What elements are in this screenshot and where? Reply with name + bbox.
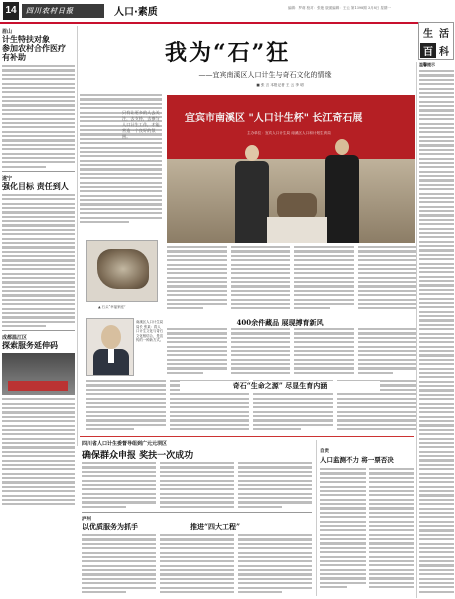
left-head-1-small: 眉山 bbox=[2, 29, 13, 35]
page-number: 14 bbox=[3, 2, 19, 20]
left-head-3-small: 成都温江区 bbox=[2, 335, 28, 342]
stone-caption: ▲ 石头“幸福家庭” bbox=[98, 305, 126, 309]
masthead-rule bbox=[0, 22, 418, 24]
stone-photo bbox=[86, 240, 158, 302]
lower-body-1 bbox=[82, 462, 312, 510]
byline: ■ 张 言 本报记者 王 云 李 明 bbox=[256, 83, 304, 87]
masthead bbox=[0, 0, 455, 24]
person-right bbox=[325, 139, 359, 243]
lower-head-1: 确保群众申报 奖扶一次成功 bbox=[82, 451, 194, 461]
date-line: 编辑：罗莉 校对：张艳 版面编辑：王云 第1398期 3月8日 星期一 bbox=[288, 6, 391, 10]
banner-text: 宜宾市南溪区 "人口计生杯" 长江奇石展 bbox=[185, 113, 363, 124]
lower-banner: 四川省人口计生委督导组到广元元坝区 bbox=[82, 441, 168, 447]
left-head-3: 探索服务延伸码 bbox=[2, 340, 58, 351]
left-column bbox=[2, 26, 75, 598]
article-body-top bbox=[167, 246, 417, 314]
portrait-photo bbox=[86, 318, 134, 376]
left-body-3 bbox=[2, 398, 75, 505]
main-photo bbox=[167, 95, 415, 243]
left-head-1c: 有补助 bbox=[2, 52, 26, 62]
left-head-1b: 参加农村合作医疗 bbox=[2, 43, 66, 53]
right-column bbox=[419, 62, 454, 598]
sub-head-2: 奇石“生命之源” 尽显生育内涵 bbox=[180, 381, 380, 391]
paper-name: 四川农村日报 bbox=[22, 4, 104, 18]
left-photo bbox=[2, 353, 75, 395]
banner-char-4: 科 bbox=[439, 46, 449, 58]
banner-char-2: 活 bbox=[439, 28, 449, 40]
section-title: 人口·素质 bbox=[114, 7, 158, 18]
lower-head-3: 推进“四大工程” bbox=[190, 522, 241, 531]
left-head-2: 强化目标 责任到人 bbox=[2, 180, 69, 191]
left-body-1 bbox=[2, 65, 75, 168]
life-tips-banner bbox=[418, 22, 454, 60]
lower-head-4-small: 自贡 bbox=[320, 449, 329, 454]
portrait-caption: 南溪区人口计生局局长 张某：将人口计生文化与奇石文化相结合，是宣传的一种新方式。 bbox=[136, 320, 164, 342]
banner-char-1: 生 bbox=[423, 28, 433, 40]
left-body-2 bbox=[2, 194, 75, 327]
left-head-2-small: 遂宁 bbox=[2, 175, 13, 182]
main-subtitle: ——宜宾南溪区人口计生与奇石文化的情缘 bbox=[198, 71, 332, 79]
main-title: 我为“石”狂 bbox=[165, 40, 291, 66]
banner-char-3: 百 bbox=[420, 43, 436, 58]
lower-head-4: 人口监测不力 将一票否决 bbox=[320, 456, 394, 464]
lower-body-4 bbox=[320, 468, 414, 596]
left-head-1a: 计生特扶对象 bbox=[2, 34, 50, 44]
banner-subtext: 主办单位：宜宾人口计生局 南溪区人口和计划生育局 bbox=[247, 131, 331, 135]
lower-head-2: 以优质服务为抓手 bbox=[82, 522, 138, 531]
lower-head-2-small: 泸州 bbox=[82, 517, 91, 522]
right-col-note: 温馨提示 bbox=[419, 62, 435, 67]
sub-head-1: 400余件藏品 展现搏育新风 bbox=[236, 318, 324, 327]
person-left bbox=[235, 145, 269, 243]
stone-display bbox=[277, 193, 317, 219]
quote-text: 只有让更多的人去关注，去支持，去参与人口计生工作，才能营造一个良好的氛围。 bbox=[122, 110, 160, 139]
lower-body-2 bbox=[82, 534, 312, 596]
article-body-mid2 bbox=[167, 328, 417, 376]
